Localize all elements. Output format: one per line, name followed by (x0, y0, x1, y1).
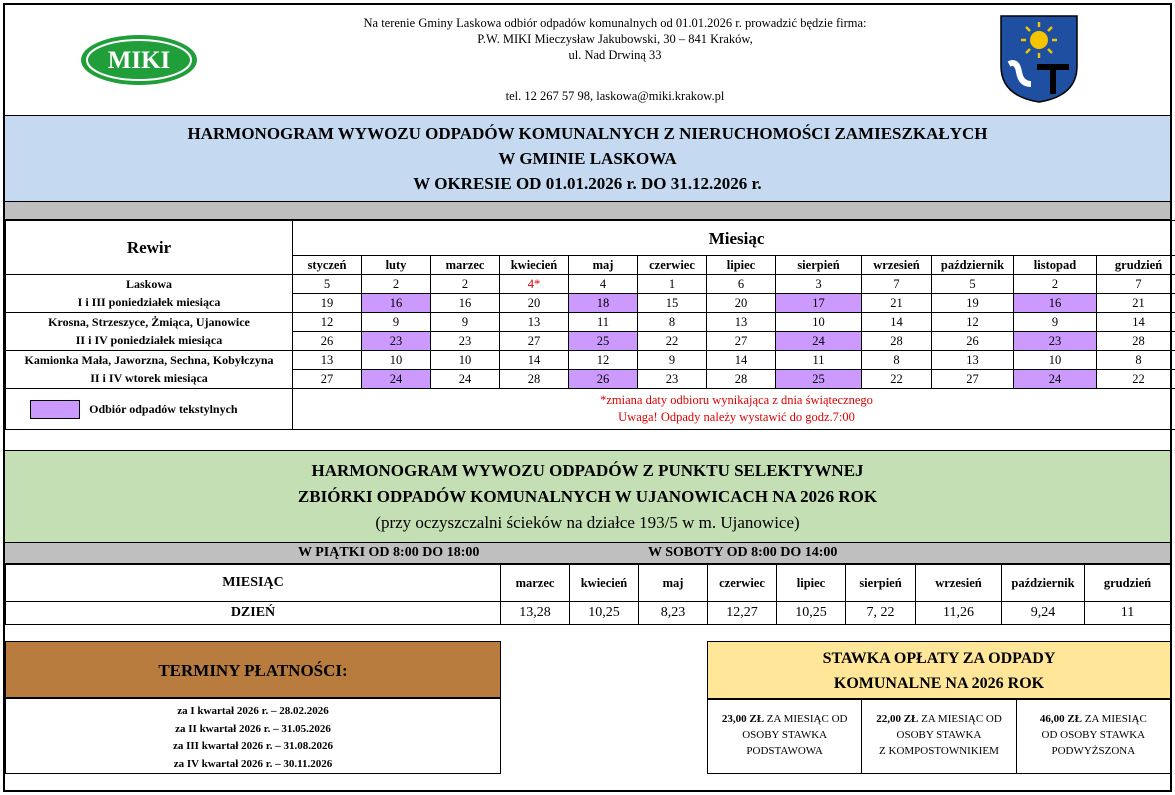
rate-increased-amount: 46,00 ZŁ (1039, 713, 1083, 725)
region-name: Kamionka Mała, Jaworzna, Sechna, Kobyłczyna (6, 351, 293, 370)
miki-logo-text: MIKI (107, 47, 171, 74)
schedule-day: 9 (362, 313, 431, 332)
schedule-notes (293, 389, 1175, 430)
divider-bar (5, 202, 1170, 220)
month-name: czerwiec (638, 256, 707, 275)
schedule-day: 20 (707, 294, 776, 313)
schedule-row (6, 370, 1175, 389)
schedule-day: 11 (569, 313, 638, 332)
schedule-day: 10 (431, 351, 500, 370)
schedule-day: 24 (362, 370, 431, 389)
schedule-day: 13 (932, 351, 1014, 370)
schedule-day: 23 (638, 370, 707, 389)
schedule-day: 23 (362, 332, 431, 351)
schedule-day: 23 (431, 332, 500, 351)
month-name: lipiec (707, 256, 776, 275)
selective-title-line1: HARMONOGRAM WYWOZU ODPADÓW Z PUNKTU SELEKTYWNEJ (311, 461, 864, 480)
schedule-day: 6 (707, 275, 776, 294)
month-name: sierpień (776, 256, 862, 275)
rates-title (707, 641, 1171, 699)
schedule-day: 17 (776, 294, 862, 313)
rate-basic-text2: OSOBY STAWKA (742, 729, 828, 741)
schedule-day: 1 (638, 275, 707, 294)
schedule-day: 9 (638, 351, 707, 370)
schedule-day: 18 (569, 294, 638, 313)
schedule-day: 26 (932, 332, 1014, 351)
schedule-day: 28 (862, 332, 932, 351)
schedule-day: 26 (569, 370, 638, 389)
schedule-day: 8 (638, 313, 707, 332)
schedule-day: 10 (776, 313, 862, 332)
sel-day: 10,25 (777, 602, 846, 625)
rate-increased-text1: ZA MIESIĄC (1082, 713, 1147, 725)
rate-compost (862, 700, 1016, 773)
sel-month: marzec (501, 565, 570, 602)
sel-day: 7, 22 (846, 602, 916, 625)
schedule-day: 25 (776, 370, 862, 389)
region-name: Krosna, Strzeszyce, Żmiąca, Ujanowice (6, 313, 293, 332)
rate-compost-amount: 22,00 ZŁ (876, 713, 919, 725)
schedule-day: 2 (1014, 275, 1097, 294)
schedule-day: 27 (293, 370, 362, 389)
holiday-note: *zmiana daty odbioru wynikająca z dnia świątecznego (600, 393, 873, 407)
schedule-row (6, 275, 1175, 294)
schedule-row (6, 294, 1175, 313)
schedule-day: 16 (1014, 294, 1097, 313)
rate-increased (1017, 700, 1170, 773)
month-name: październik (932, 256, 1014, 275)
rate-basic-text3: PODSTAWOWA (746, 745, 823, 757)
schedule-day: 2 (431, 275, 500, 294)
month-name: grudzień (1097, 256, 1175, 275)
schedule-day: 27 (932, 370, 1014, 389)
schedule-day: 24 (776, 332, 862, 351)
legend (6, 389, 293, 430)
schedule-day: 15 (638, 294, 707, 313)
schedule-day: 7 (1097, 275, 1175, 294)
schedule-day: 28 (500, 370, 569, 389)
opening-hours (5, 542, 1170, 564)
sel-day: 10,25 (570, 602, 639, 625)
main-title-line3: W OKRESIE OD 01.01.2026 r. DO 31.12.2026 r. (413, 174, 762, 193)
rate-basic-text1: ZA MIESIĄC OD (764, 713, 848, 725)
main-title (5, 115, 1170, 202)
month-name: marzec (431, 256, 500, 275)
rates-title-line2: KOMUNALNE NA 2026 ROK (833, 675, 1045, 692)
sel-day: 13,28 (501, 602, 570, 625)
miki-logo (80, 34, 198, 86)
selective-title-line2: ZBIÓRKI ODPADÓW KOMUNALNYCH W UJANOWICACH NA 2026 ROK (297, 487, 878, 506)
selective-table (5, 564, 1171, 625)
sel-month: lipiec (777, 565, 846, 602)
sel-month: maj (639, 565, 708, 602)
schedule-day: 19 (293, 294, 362, 313)
schedule-day: 13 (293, 351, 362, 370)
schedule-row (6, 313, 1175, 332)
schedule-day: 12 (569, 351, 638, 370)
selective-subtitle: (przy oczyszczalni ścieków na działce 193/5 w m. Ujanowice) (375, 513, 800, 532)
rate-compost-text1: ZA MIESIĄC OD (918, 713, 1002, 725)
schedule-day: 28 (707, 370, 776, 389)
month-name: kwiecień (500, 256, 569, 275)
month-name: luty (362, 256, 431, 275)
main-title-line1: HARMONOGRAM WYWOZU ODPADÓW KOMUNALNYCH Z NIERUCHOMOŚCI ZAMIESZKAŁYCH (187, 124, 988, 143)
schedule-day: 12 (293, 313, 362, 332)
month-name: styczeń (293, 256, 362, 275)
rate-increased-text3: PODWYŻSZONA (1051, 745, 1136, 757)
schedule-day: 8 (862, 351, 932, 370)
sel-month: październik (1002, 565, 1085, 602)
hours-saturday: W SOBOTY OD 8:00 DO 14:00 (648, 545, 838, 560)
schedule-row (6, 332, 1175, 351)
sel-day: 11 (1085, 602, 1171, 625)
schedule-day: 22 (1097, 370, 1175, 389)
schedule-day: 11 (776, 351, 862, 370)
month-header: Miesiąc (293, 221, 1175, 256)
rates-title-line1: STAWKA OPŁATY ZA ODPADY (822, 650, 1056, 667)
schedule-day: 14 (707, 351, 776, 370)
schedule-day: 9 (1014, 313, 1097, 332)
payments-title: TERMINY PŁATNOŚCI: (5, 641, 501, 698)
company-info-line2: P.W. MIKI Mieczysław Jakubowski, 30 – 841 Kraków, (477, 32, 753, 46)
sel-month: sierpień (846, 565, 916, 602)
region-schedule-desc: II i IV wtorek miesiąca (6, 370, 293, 389)
schedule-day: 4 (569, 275, 638, 294)
schedule-day: 22 (638, 332, 707, 351)
schedule-day: 26 (293, 332, 362, 351)
main-title-line2: W GMINIE LASKOWA (498, 149, 677, 168)
schedule-day: 14 (1097, 313, 1175, 332)
schedule-day: 23 (1014, 332, 1097, 351)
payment-q1: za I kwartał 2026 r. – 28.02.2026 (177, 705, 329, 717)
schedule-day: 2 (362, 275, 431, 294)
schedule-day: 13 (707, 313, 776, 332)
month-name: listopad (1014, 256, 1097, 275)
time-note: Uwaga! Odpady należy wystawić do godz.7:00 (618, 410, 855, 424)
schedule-day: 16 (431, 294, 500, 313)
schedule-day: 25 (569, 332, 638, 351)
schedule-day: 24 (1014, 370, 1097, 389)
sel-day-label: DZIEŃ (6, 602, 501, 625)
schedule-day: 4* (500, 275, 569, 294)
region-name: Laskowa (6, 275, 293, 294)
sel-month: wrzesień (916, 565, 1002, 602)
schedule-day: 24 (431, 370, 500, 389)
selective-title (5, 450, 1170, 542)
schedule-day: 8 (1097, 351, 1175, 370)
region-schedule-desc: II i IV poniedziałek miesiąca (6, 332, 293, 351)
schedule-day: 22 (862, 370, 932, 389)
sel-month: czerwiec (708, 565, 777, 602)
schedule-day: 5 (932, 275, 1014, 294)
rewir-header: Rewir (6, 221, 293, 275)
schedule-day: 12 (932, 313, 1014, 332)
sel-day: 11,26 (916, 602, 1002, 625)
company-info-line1: Na terenie Gminy Laskowa odbiór odpadów komunalnych od 01.01.2026 r. prowadzić będzie firma: (363, 16, 867, 30)
schedule-row (6, 351, 1175, 370)
schedule-day: 16 (362, 294, 431, 313)
schedule-day: 10 (362, 351, 431, 370)
schedule-day: 9 (431, 313, 500, 332)
sel-month: kwiecień (570, 565, 639, 602)
month-name: maj (569, 256, 638, 275)
rate-basic-amount: 23,00 ZŁ (721, 713, 765, 725)
sel-day: 9,24 (1002, 602, 1085, 625)
month-name: wrzesień (862, 256, 932, 275)
schedule-day: 13 (500, 313, 569, 332)
rate-increased-text2: OD OSOBY STAWKA (1041, 729, 1146, 741)
schedule-day: 19 (932, 294, 1014, 313)
schedule-day: 10 (1014, 351, 1097, 370)
schedule-day: 21 (862, 294, 932, 313)
schedule-day: 20 (500, 294, 569, 313)
company-info (300, 15, 930, 63)
legend-label: Odbiór odpadów tekstylnych (89, 401, 238, 416)
schedule-day: 14 (862, 313, 932, 332)
rates-list (707, 699, 1171, 774)
schedule-day: 21 (1097, 294, 1175, 313)
schedule-day: 27 (707, 332, 776, 351)
sel-month: grudzień (1085, 565, 1171, 602)
schedule-day: 7 (862, 275, 932, 294)
payment-q3: za III kwartał 2026 r. – 31.08.2026 (172, 740, 333, 752)
schedule-day: 5 (293, 275, 362, 294)
payment-q2: za II kwartał 2026 r. – 31.05.2026 (175, 722, 331, 735)
gmina-crest (999, 14, 1079, 104)
schedule-day: 28 (1097, 332, 1175, 351)
legend-swatch (30, 400, 80, 419)
payments-list (5, 698, 501, 774)
region-schedule-desc: I i III poniedziałek miesiąca (6, 294, 293, 313)
company-info-line3: ul. Nad Drwiną 33 (568, 48, 662, 62)
schedule-day: 14 (500, 351, 569, 370)
schedule-day: 27 (500, 332, 569, 351)
hours-friday: W PIĄTKI OD 8:00 DO 18:00 (298, 545, 480, 560)
sel-day: 8,23 (639, 602, 708, 625)
rate-compost-text2: OSOBY STAWKA (896, 729, 982, 741)
rate-basic (708, 700, 862, 773)
schedule-table (5, 220, 1175, 430)
company-contact: tel. 12 267 57 98, laskowa@miki.krakow.pl (505, 89, 725, 103)
sel-day: 12,27 (708, 602, 777, 625)
schedule-day: 3 (776, 275, 862, 294)
rate-compost-text3: Z KOMPOSTOWNIKIEM (879, 745, 999, 757)
payment-q4: za IV kwartał 2026 r. – 30.11.2026 (173, 757, 333, 770)
sel-month-label: MIESIĄC (6, 565, 501, 602)
